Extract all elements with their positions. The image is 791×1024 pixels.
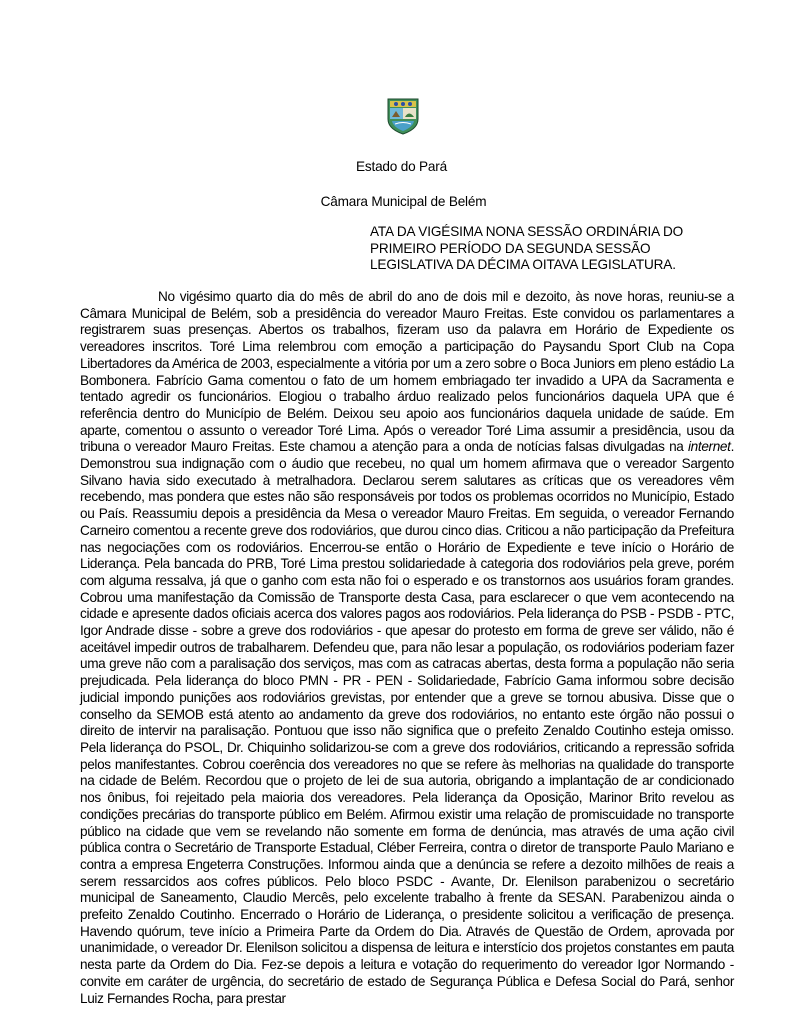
body-text-part-1: No vigésimo quarto dia do mês de abril do ano de dois mil e dezoito, às nove horas, reuniu-se a Câmara Municipal de Belém, sob a presidência do vereador Mauro Freitas. Este convidou os parlamentares a registrarem suas presenças. Abertos os trabalhos, fizeram uso da palavra em Horário de Expediente os vereadores inscritos. Toré Lima relembrou com emoção a participação do Paysandu Sport Club na Copa Libertadores da América de 2003, especialmente a vitória por um a zero sobre o Boca Juniors em pleno estádio La Bombonera. Fabrício Gama comentou o fato de um homem embriagado ter invadido a UPA da Sacramenta e tentado agredir os funcionários. Elogiou o trabalho árduo realizado pelos funcionários daquela UPA que é referência dentro do Município de Belém. Deixou seu apoio aos funcionários daquela unidade de saúde. Em aparte, comentou o assunto o vereador Toré Lima. Após o vereador Toré Lima assumir a presidência, usou da tribuna o vereador Mauro Freitas. Este chamou a atenção para a onda de notícias falsas divulgadas na	[80, 289, 734, 455]
body-paragraph	[80, 289, 734, 1007]
municipal-crest-icon	[386, 97, 420, 135]
minutes-body	[80, 289, 734, 1007]
chamber-name: Câmara Municipal de Belém	[320, 194, 487, 209]
state-name: Estado do Pará	[356, 159, 447, 174]
internet-term: internet	[688, 439, 731, 455]
body-text-part-2: . Demonstrou sua indignação com o áudio que recebeu, no qual um homem afirmava que o vereador Sargento Silvano havia sido executado à metralhadora. Declarou serem salutares as críticas que os vereadores vêm recebendo, mas pondera que estes não são responsáveis por todos os problemas ocorridos no Município, Estado ou País. Reassumiu depois a presidência da Mesa o vereador Mauro Freitas. Em seguida, o vereador Fernando Carneiro comentou a recente greve dos rodoviários, que durou cinco dias. Criticou a não participação da Prefeitura nas negociações com os rodoviários. Encerrou-se então o Horário de Expediente e teve início o Horário de Liderança. Pela bancada do PRB, Toré Lima prestou solidariedade à categoria dos rodoviários pela greve, porém com alguma ressalva, já que o ganho com esta não foi o esperado e os transtornos aos usuários foram grandes. Cobrou uma manifestação da Comissão de Transporte desta Casa, para esclarecer o que vem acontecendo na cidade e apresente dados oficiais acerca dos valores pagos aos rodoviários. Pela liderança do PSB - PSDB - PTC, Igor Andrade disse - sobre a greve dos rodoviários - que apesar do protesto em forma de greve ser válido, não é aceitável impedir outros de trabalharem. Defendeu que, para não lesar a população, os rodoviários poderiam fazer uma greve não com a paralisação dos serviços, mas com as catracas abertas, desta forma a população não seria prejudicada. Pela liderança do bloco PMN - PR - PEN - Solidariedade, Fabrício Gama informou sobre decisão judicial impondo punições aos rodoviários grevistas, por entender que a greve se tornou abusiva. Disse que o conselho da SEMOB está atento ao andamento da greve dos rodoviários, no entanto este órgão não possui o direito de intervir na paralisação. Pontuou que isso não significa que o prefeito Zenaldo Coutinho esteja omisso. Pela liderança do PSOL, Dr. Chiquinho solidarizou-se com a greve dos rodoviários, criticando a repressão sofrida pelos manifestantes. Cobrou coerência dos vereadores no que se refere às melhorias na qualidade do transporte na cidade de Belém. Recordou que o projeto de lei de sua autoria, obrigando a implantação de ar condicionado nos ônibus, foi rejeitado pela maioria dos vereadores. Pela liderança da Oposição, Marinor Brito revelou as condições precárias do transporte público em Belém. Afirmou existir uma relação de promiscuidade no transporte público na cidade que vem se revelando não somente em forma de denúncia, mas através de uma ação civil pública contra o Secretário de Transporte Estadual, Cléber Ferreira, contra o diretor de transporte Paulo Mariano e contra a empresa Engeterra Construções. Informou ainda que a denúncia se refere a dezoito milhões de reais a serem ressarcidos aos cofres públicos. Pelo bloco PSDC - Avante, Dr. Elenilson parabenizou o secretário municipal de Saneamento, Claudio Mercês, pelo excelente trabalho à frente da SESAN. Parabenizou ainda o prefeito Zenaldo Coutinho. Encerrado o Horário de Liderança, o presidente solicitou a verificação de presença. Havendo quórum, teve início a Primeira Parte da Ordem do Dia. Através de Questão de Ordem, aprovada por unanimidade, o vereador Dr. Elenilson solicitou a dispensa de leitura e interstício dos projetos constantes em pauta nesta parte da Ordem do Dia. Fez-se depois a leitura e votação do requerimento do vereador Igor Normando - convite em caráter de urgência, do secretário de estado de Segurança Pública e Defesa Social do Pará, senhor Luiz Fernandes Rocha, para prestar	[80, 439, 734, 1006]
minutes-title: ATA DA VIGÉSIMA NONA SESSÃO ORDINÁRIA DO PRIMEIRO PERÍODO DA SEGUNDA SESSÃO LEGISLATIVA DA DÉCIMA OITAVA LEGISLATURA.	[370, 224, 684, 273]
